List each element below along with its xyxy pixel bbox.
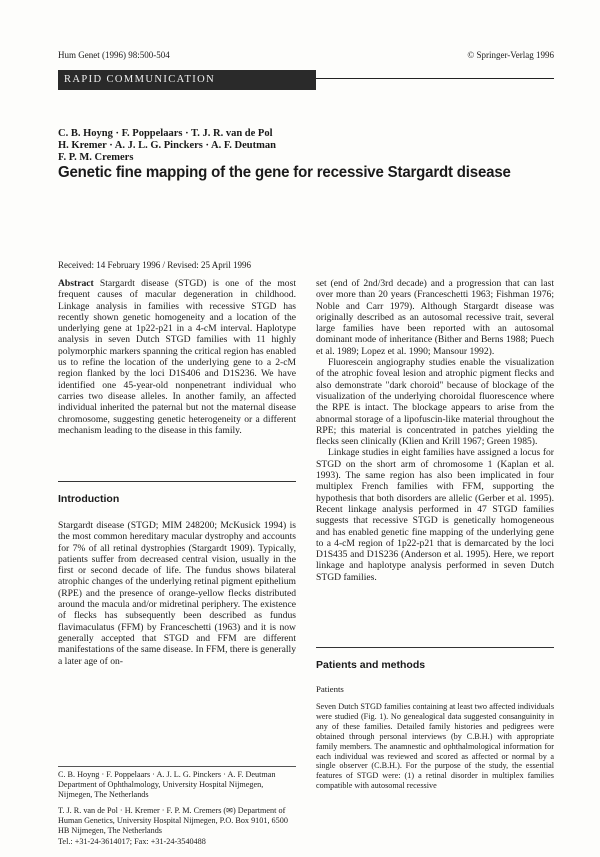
section-rule [316, 647, 554, 648]
introduction-body [58, 520, 296, 667]
patients-body [316, 702, 554, 791]
introduction-paragraph: Stargardt disease (STGD; MIM 248200; McKusick 1994) is the most common hereditary macular dystrophy and accounts for 7% of all retinal dystrophies (Stargardt 1909). Typically, patients suffer from decreased central vision, usually in the first or second decade of life. The fundus shows bilateral atrophic changes of the underlying retinal pigment epithelium (RPE) and the presence of orange-yellow flecks distributed around the macula and/or midretinal periphery. The existence of flecks has subsequently been described as fundus flavimaculatus (FFM) by Franceschetti (1963) and it is now generally accepted that STGD and FFM are different manifestations of the same disease. In FFM, there is generally a later age of on- [58, 520, 296, 667]
right-column-text [316, 278, 554, 583]
header-rule [316, 78, 554, 79]
received-dates: Received: 14 February 1996 / Revised: 25 April 1996 [58, 260, 251, 270]
paragraph: Fluorescein angiography studies enable the visualization of the atrophic foveal lesion and atrophic pigment flecks and also demonstrate "dark choroid" because of blockage of the visualization of the underlying choroidal fluorescence where the RPE is intact. The blockage appears to arise from the abnormal storage of a lipofuscin-like material throughout the RPE; this material is concentrated in patches yielding the flecks seen clinically (Klien and Krill 1967; Green 1985). [316, 357, 554, 448]
author-line: C. B. Hoyng · F. Poppelaars · T. J. R. van de Pol [58, 128, 273, 139]
contact-info: Tel.: +31-24-3614017; Fax: +31-24-3540488 [58, 837, 206, 846]
copyright-notice: © Springer-Verlag 1996 [467, 50, 554, 60]
introduction-heading: Introduction [58, 493, 120, 505]
abstract-text: Stargardt disease (STGD) is one of the most frequent causes of macular degeneration in childhood. Linkage analysis in families with recessive STGD has recently shown genetic homogeneity and a location of the underlying gene at 1p22-p21 in a 4-cM interval. Haplotype analysis in seven Dutch STGD families with 11 highly polymorphic markers spanning the critical region has enabled us to refine the location of the underlying gene to a 2-cM region flanked by the loci D1S406 and D1S236. We have identified one 45-year-old nonpenetrant individual who carries two disease alleles. In another family, an affected individual inherited the paternal but not the maternal disease chromosome, suggesting genetic heterogeneity or a different mechanism leading to the disease in this family. [58, 278, 296, 436]
patients-methods-heading: Patients and methods [316, 659, 426, 671]
author-line: F. P. M. Cremers [58, 152, 134, 164]
affiliation-2: T. J. R. van de Pol · H. Kremer · F. P. M. Cremers (✉) Department of Human Genetics, University Hospital Nijmegen, P.O. Box 9101, 6500 HB Nijmegen, The Netherlands [58, 806, 288, 835]
affiliation-1: C. B. Hoyng · F. Poppelaars · A. J. L. G. Pinckers · A. F. Deutman Department of Ophthalmology, University Hospital Nijmegen, Nijmegen, The Netherlands [58, 770, 276, 799]
journal-citation: Hum Genet (1996) 98:500-504 [58, 50, 170, 60]
paper-title: Genetic fine mapping of the gene for recessive Stargardt disease [58, 164, 511, 181]
paragraph: Seven Dutch STGD families containing at least two affected individuals were studied (Fig. 1). No genealogical data suggested consanguinity in any of these families. Detailed family histories and pedigrees were obtained through personal interviews (by C.B.H.) with appropriate family members. The anamnestic and ophthalmological information for each individual was reviewed and scored as affected or normal by a single observer (C.B.H.). For the purpose of the study, the essential features of STGD were: (1) a retinal disorder in multiplex families compatible with autosomal recessive [316, 702, 554, 791]
footnote-rule [58, 766, 296, 767]
author-list [58, 128, 538, 165]
rapid-communication-banner: RAPID COMMUNICATION [58, 70, 316, 90]
patients-subheading: Patients [316, 684, 344, 694]
section-rule [58, 481, 296, 482]
author-line: H. Kremer · A. J. L. G. Pinckers · A. F. Deutman [58, 140, 276, 152]
abstract-label: Abstract [58, 278, 94, 289]
paragraph: Linkage studies in eight families have assigned a locus for STGD on the short arm of chromosome 1 (Kaplan et al. 1993). The same region has also been implicated in four multiplex French families with FFM, supporting the hypothesis that both disorders are allelic (Gerber et al. 1995). Recent linkage analysis performed in 47 STGD families suggests that recessive STGD is genetically homogeneous and has enabled genetic fine mapping of the underlying gene to a 4-cM region of 1p22-p21 that is demarcated by the loci D1S435 and D1S236 (Anderson et al. 1995). Here, we report linkage and haplotype analysis performed in seven Dutch STGD families. [316, 447, 554, 583]
abstract [58, 278, 296, 436]
paragraph: set (end of 2nd/3rd decade) and a progression that can last over more than 20 years (Franceschetti 1963; Fishman 1976; Noble and Carr 1979). Although Stargardt disease was originally described as an autosomal recessive trait, several large families have been reported with an autosomal dominant mode of inheritance (Bither and Berns 1988; Puech et al. 1989; Lopez et al. 1990; Mansour 1992). [316, 278, 554, 357]
